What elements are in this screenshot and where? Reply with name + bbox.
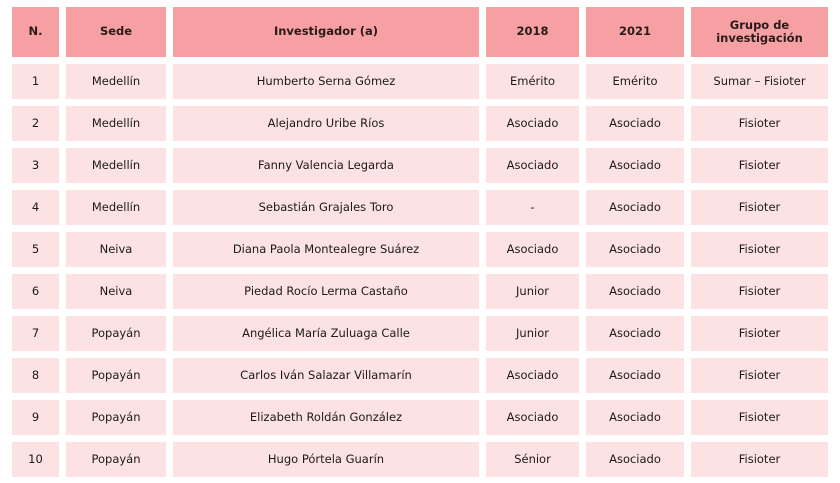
table-cell-year-2021: Asociado (586, 106, 684, 141)
table-cell-grupo: Fisioter (691, 316, 828, 351)
table-cell-investigador: Angélica María Zuluaga Calle (173, 316, 479, 351)
table-cell-investigador: Alejandro Uribe Ríos (173, 106, 479, 141)
table-cell-sede: Medellín (66, 148, 166, 183)
table-cell-year-2021: Asociado (586, 442, 684, 477)
table-cell-grupo: Fisioter (691, 442, 828, 477)
table-cell-grupo: Fisioter (691, 274, 828, 309)
table-cell-year-2021: Asociado (586, 316, 684, 351)
table-cell-number: 8 (12, 358, 59, 393)
table-cell-year-2021: Emérito (586, 64, 684, 99)
table-cell-grupo: Sumar – Fisioter (691, 64, 828, 99)
table-cell-number: 2 (12, 106, 59, 141)
table-cell-sede: Neiva (66, 274, 166, 309)
table-cell-sede: Medellín (66, 64, 166, 99)
table-cell-year-2018: Asociado (486, 358, 579, 393)
header-cell-2021: 2021 (586, 7, 684, 57)
table-cell-number: 6 (12, 274, 59, 309)
header-cell-number: N. (12, 7, 59, 57)
table-cell-sede: Popayán (66, 316, 166, 351)
table-cell-year-2018: Asociado (486, 106, 579, 141)
header-cell-grupo: Grupo de investigación (691, 7, 828, 57)
table-cell-number: 3 (12, 148, 59, 183)
table-cell-year-2018: Junior (486, 316, 579, 351)
header-cell-sede: Sede (66, 7, 166, 57)
table-cell-sede: Medellín (66, 190, 166, 225)
table-cell-year-2018: Asociado (486, 232, 579, 267)
table-cell-investigador: Piedad Rocío Lerma Castaño (173, 274, 479, 309)
table-cell-investigador: Humberto Serna Gómez (173, 64, 479, 99)
table-cell-grupo: Fisioter (691, 358, 828, 393)
header-cell-investigador: Investigador (a) (173, 7, 479, 57)
table-cell-sede: Popayán (66, 400, 166, 435)
table-cell-investigador: Diana Paola Montealegre Suárez (173, 232, 479, 267)
table-cell-sede: Popayán (66, 358, 166, 393)
table-cell-number: 7 (12, 316, 59, 351)
table-cell-year-2021: Asociado (586, 148, 684, 183)
table-cell-year-2021: Asociado (586, 190, 684, 225)
table-cell-sede: Popayán (66, 442, 166, 477)
table-cell-year-2018: - (486, 190, 579, 225)
table-cell-year-2018: Emérito (486, 64, 579, 99)
table-cell-number: 9 (12, 400, 59, 435)
table-cell-investigador: Hugo Pórtela Guarín (173, 442, 479, 477)
researchers-table (12, 7, 828, 477)
table-cell-sede: Neiva (66, 232, 166, 267)
table-cell-investigador: Elizabeth Roldán González (173, 400, 479, 435)
table-cell-grupo: Fisioter (691, 232, 828, 267)
table-cell-year-2018: Asociado (486, 400, 579, 435)
table-cell-investigador: Carlos Iván Salazar Villamarín (173, 358, 479, 393)
header-cell-2018: 2018 (486, 7, 579, 57)
table-cell-year-2021: Asociado (586, 274, 684, 309)
table-cell-number: 4 (12, 190, 59, 225)
table-cell-year-2018: Sénior (486, 442, 579, 477)
table-cell-number: 1 (12, 64, 59, 99)
table-cell-sede: Medellín (66, 106, 166, 141)
table-cell-year-2021: Asociado (586, 358, 684, 393)
table-cell-year-2018: Junior (486, 274, 579, 309)
table-cell-number: 10 (12, 442, 59, 477)
table-cell-year-2021: Asociado (586, 232, 684, 267)
table-cell-grupo: Fisioter (691, 400, 828, 435)
table-cell-grupo: Fisioter (691, 148, 828, 183)
table-cell-investigador: Fanny Valencia Legarda (173, 148, 479, 183)
table-cell-grupo: Fisioter (691, 190, 828, 225)
table-cell-grupo: Fisioter (691, 106, 828, 141)
table-cell-year-2021: Asociado (586, 400, 684, 435)
table-cell-investigador: Sebastián Grajales Toro (173, 190, 479, 225)
table-cell-year-2018: Asociado (486, 148, 579, 183)
table-cell-number: 5 (12, 232, 59, 267)
